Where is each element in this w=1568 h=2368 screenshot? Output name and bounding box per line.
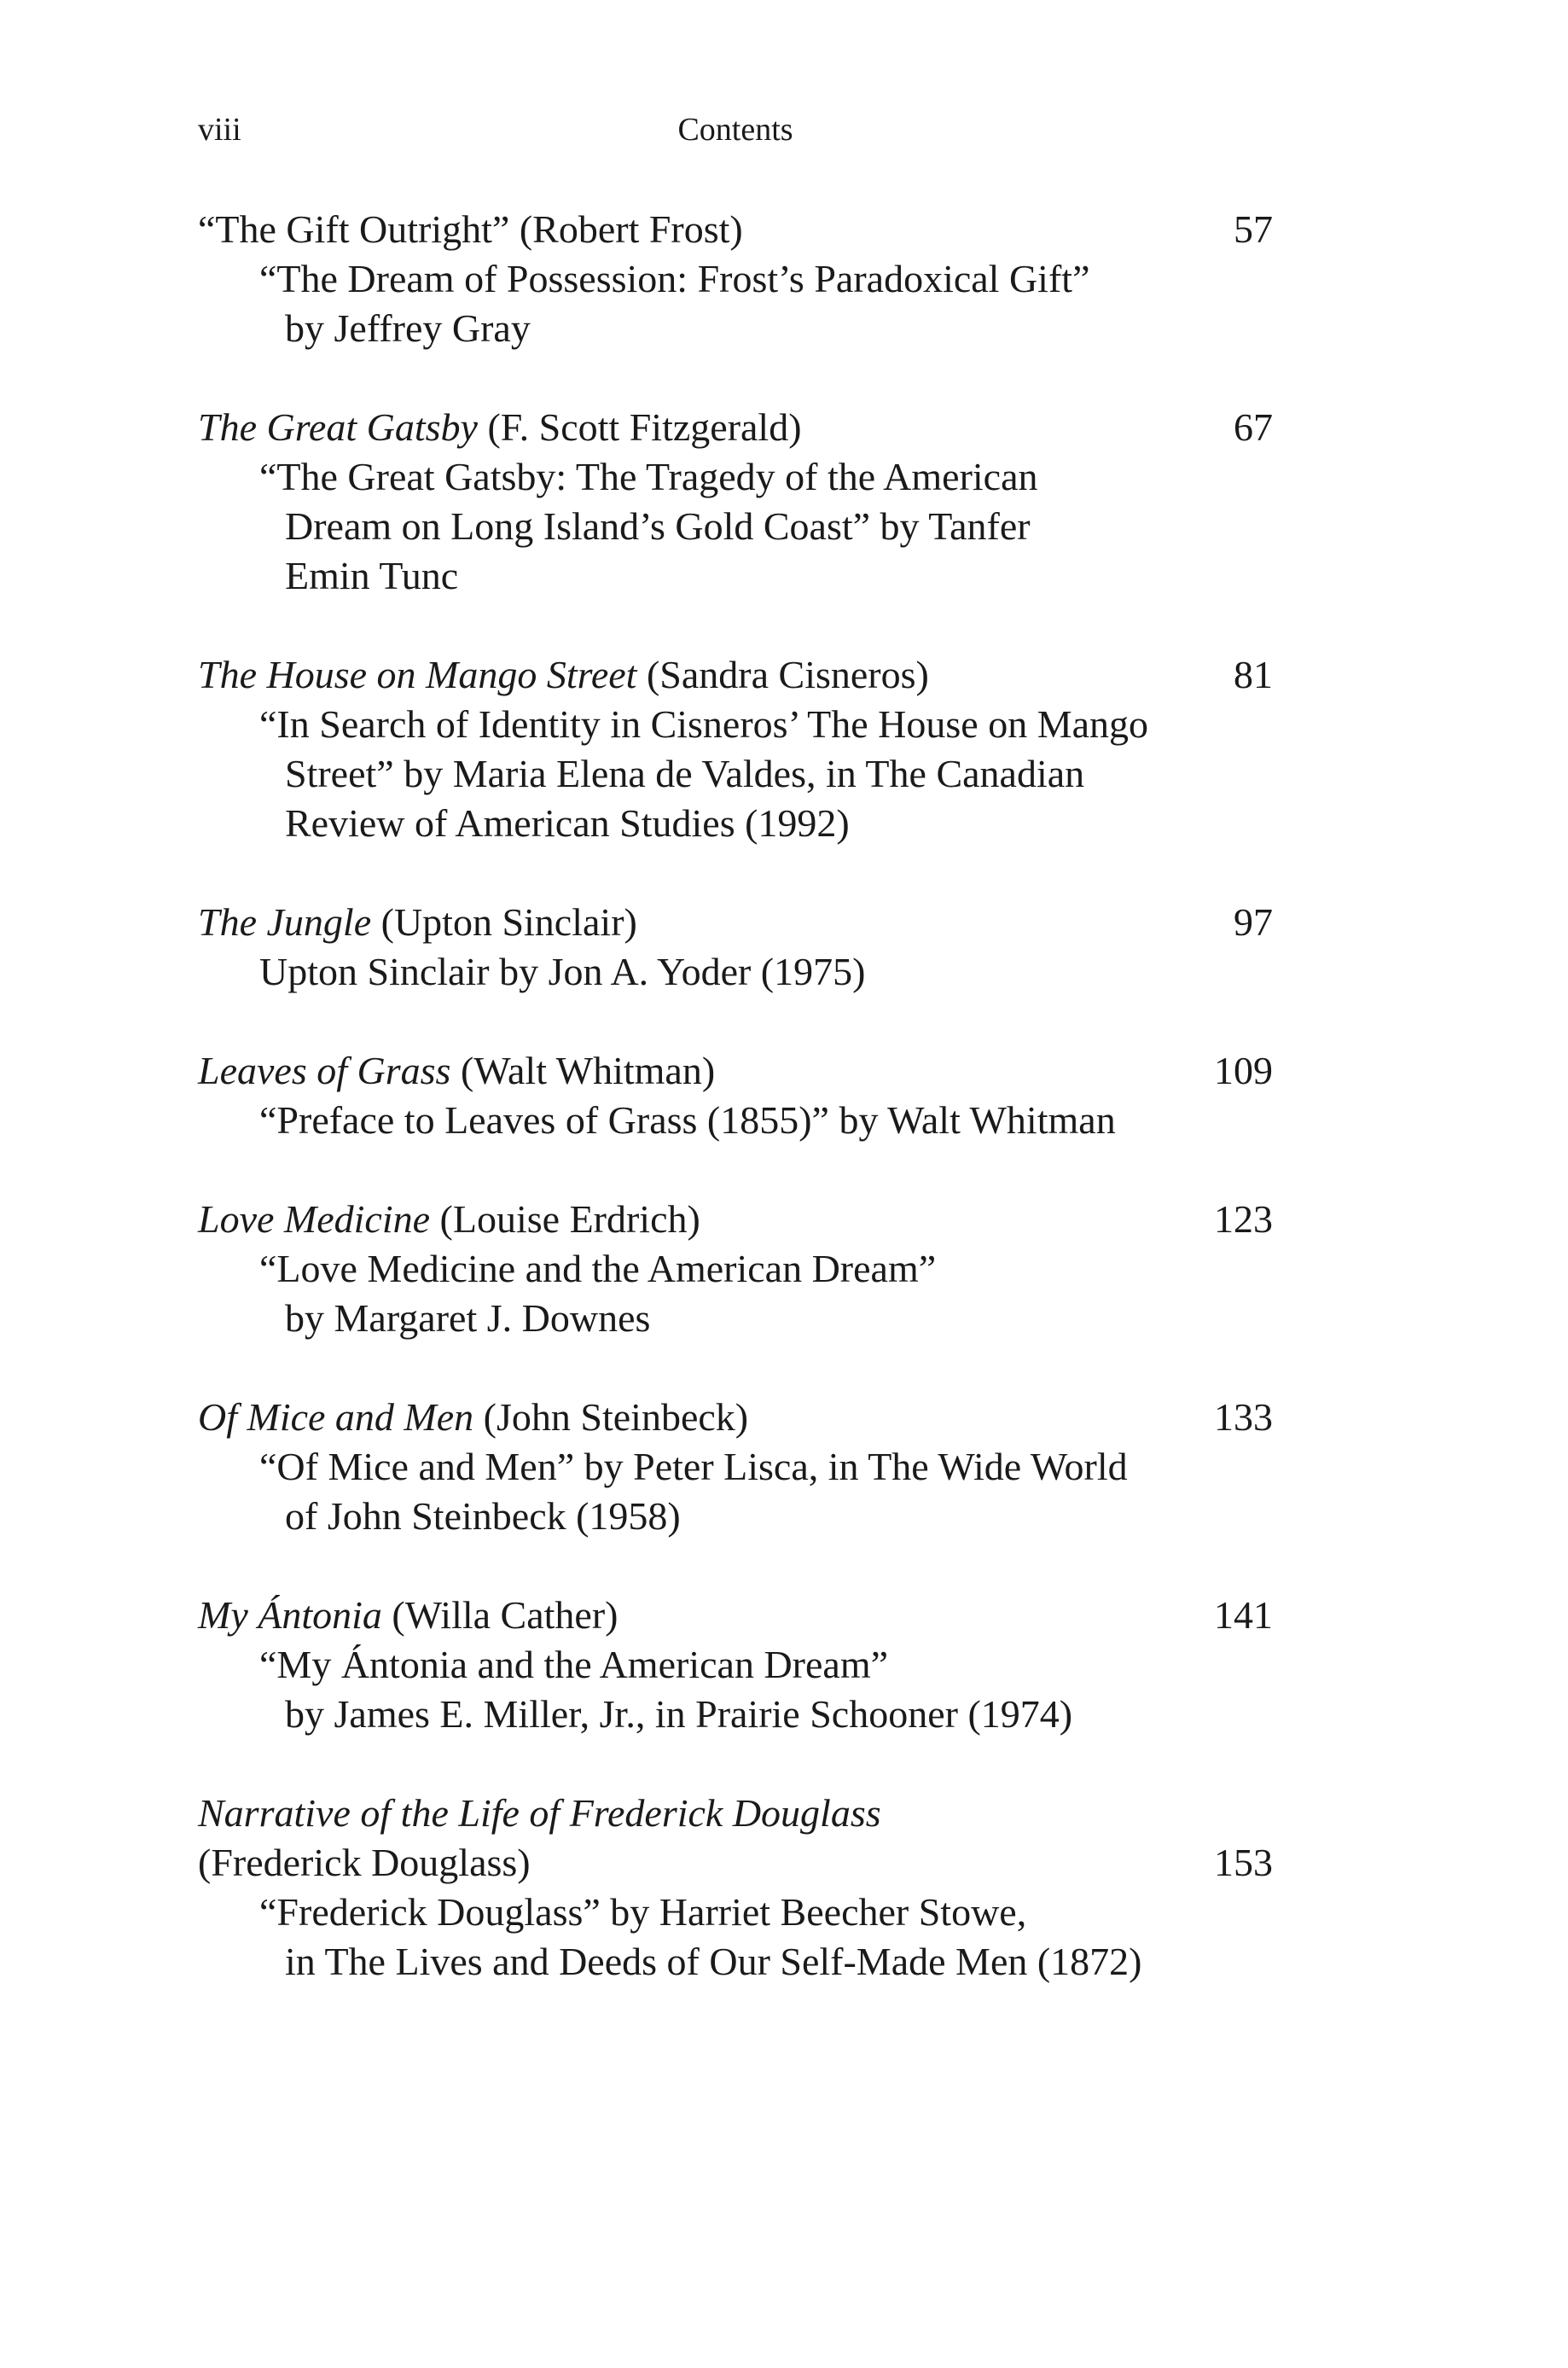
toc-entry (198, 650, 1273, 848)
essay-line: “Love Medicine and the American Dream” (259, 1247, 937, 1290)
toc-entry (198, 898, 1273, 997)
essay-line: of John Steinbeck (1958) (285, 1494, 681, 1538)
toc-entry (198, 403, 1273, 601)
toc-entry (198, 205, 1273, 353)
work-title: The Jungle (198, 900, 372, 944)
essay-citation (198, 700, 1273, 848)
work-author: (Louise Erdrich) (430, 1197, 700, 1241)
work-author: (Sandra Cisneros) (636, 653, 929, 696)
essay-citation (198, 1244, 1273, 1343)
page-number[interactable]: 97 (1234, 900, 1273, 944)
essay-line: Review of American Studies (1992) (285, 801, 850, 845)
toc-entry (198, 1591, 1273, 1739)
essay-line: by Margaret J. Downes (285, 1296, 651, 1340)
essay-line: Upton Sinclair by Jon A. Yoder (1975) (259, 950, 866, 993)
work-line (198, 1838, 1273, 1888)
essay-citation (198, 254, 1273, 353)
essay-line: Emin Tunc (285, 554, 459, 597)
toc-entry (198, 1393, 1273, 1541)
toc-entry (198, 1789, 1273, 1987)
page-header (198, 102, 1273, 154)
essay-citation (198, 1442, 1273, 1541)
work-line (198, 1046, 1273, 1096)
work-line (198, 403, 1273, 452)
essay-line: “The Great Gatsby: The Tragedy of the American (259, 455, 1038, 498)
work-author: “The Gift Outright” (Robert Frost) (198, 207, 743, 251)
running-head: Contents (677, 112, 793, 148)
essay-line: Dream on Long Island’s Gold Coast” by Tanfer (285, 504, 1031, 548)
work-line (198, 205, 1273, 254)
work-author: (Upton Sinclair) (371, 900, 637, 944)
folio-number: viii (198, 112, 241, 148)
work-title: Leaves of Grass (198, 1049, 451, 1092)
essay-line: “Frederick Douglass” by Harriet Beecher Stowe, (259, 1890, 1027, 1934)
page-number[interactable]: 81 (1234, 653, 1273, 696)
work-author: (John Steinbeck) (473, 1395, 749, 1439)
work-title-line (198, 1789, 1273, 1838)
work-line (198, 1393, 1273, 1442)
essay-line: “The Dream of Possession: Frost’s Paradoxical Gift” (259, 257, 1090, 300)
work-author: (F. Scott Fitzgerald) (477, 405, 802, 449)
essay-line: “My Ántonia and the American Dream” (259, 1643, 889, 1686)
toc-entry (198, 1046, 1273, 1145)
essay-line: “Preface to Leaves of Grass (1855)” by Walt Whitman (259, 1098, 1116, 1142)
essay-citation (198, 1096, 1273, 1145)
page-number[interactable]: 57 (1234, 207, 1273, 251)
essay-line: in The Lives and Deeds of Our Self-Made Men (1872) (285, 1940, 1142, 1983)
page-number[interactable]: 133 (1214, 1395, 1273, 1439)
page-number[interactable]: 67 (1234, 405, 1273, 449)
work-author: (Walt Whitman) (450, 1049, 716, 1092)
essay-citation (198, 1640, 1273, 1739)
work-author: (Frederick Douglass) (198, 1841, 531, 1884)
work-title: Love Medicine (198, 1197, 431, 1241)
essay-line: by Jeffrey Gray (285, 306, 531, 350)
work-title: The House on Mango Street (198, 653, 637, 696)
essay-line: by James E. Miller, Jr., in Prairie Schooner (1974) (285, 1692, 1073, 1736)
page-number[interactable]: 123 (1214, 1197, 1273, 1241)
essay-line: Street” by Maria Elena de Valdes, in The Canadian (285, 752, 1085, 795)
work-line (198, 1591, 1273, 1640)
work-line (198, 1195, 1273, 1244)
essay-citation (198, 1888, 1273, 1987)
essay-line: “Of Mice and Men” by Peter Lisca, in The Wide World (259, 1445, 1128, 1488)
table-of-contents (198, 205, 1273, 2036)
work-line (198, 898, 1273, 947)
work-title: The Great Gatsby (198, 405, 478, 449)
essay-line: “In Search of Identity in Cisneros’ The House on Mango (259, 702, 1149, 746)
page-number[interactable]: 153 (1214, 1841, 1273, 1884)
work-title: My Ántonia (198, 1593, 382, 1637)
work-line (198, 650, 1273, 700)
page-number[interactable]: 109 (1214, 1049, 1273, 1092)
work-title: Of Mice and Men (198, 1395, 474, 1439)
essay-citation (198, 452, 1273, 601)
essay-citation (198, 947, 1273, 997)
work-title: Narrative of the Life of Frederick Douglass (198, 1791, 881, 1835)
page-number[interactable]: 141 (1214, 1593, 1273, 1637)
work-author: (Willa Cather) (381, 1593, 618, 1637)
toc-entry (198, 1195, 1273, 1343)
